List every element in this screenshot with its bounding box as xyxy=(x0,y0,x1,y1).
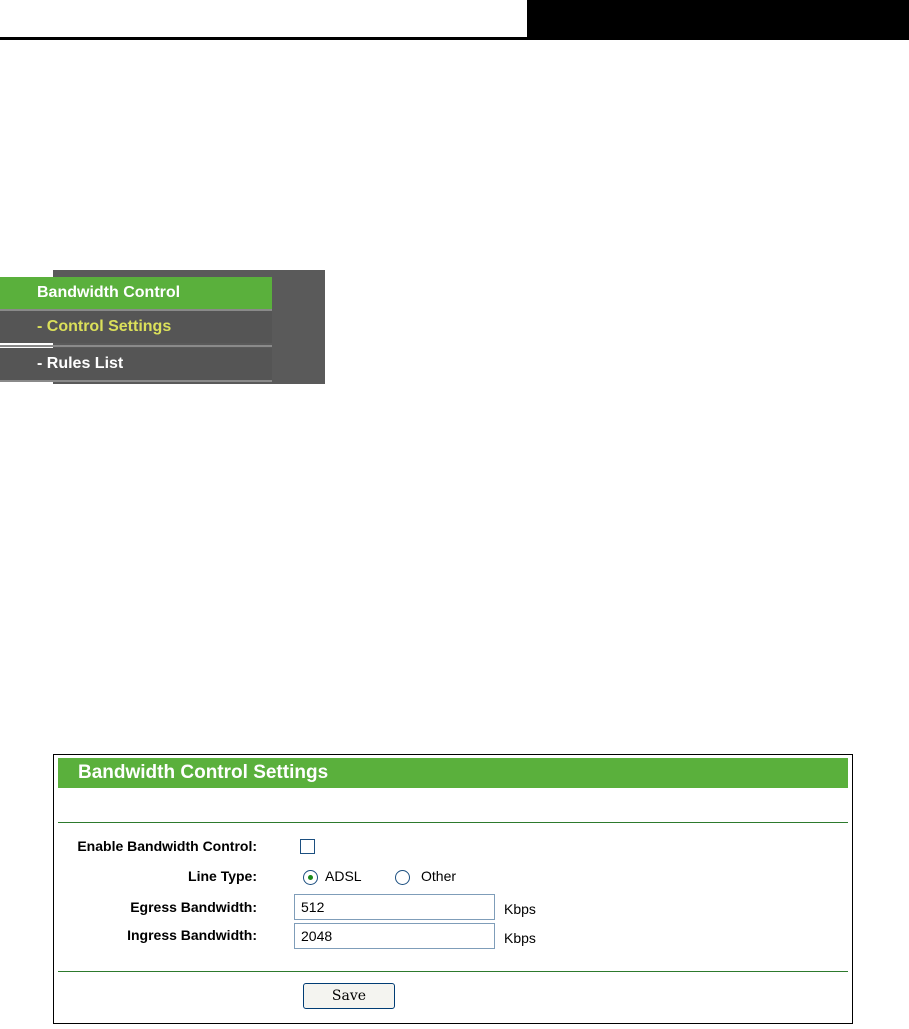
page-header-rule xyxy=(0,37,909,40)
menu-header-bandwidth-control[interactable]: Bandwidth Control xyxy=(0,277,272,309)
menu-divider xyxy=(0,345,272,347)
enable-bandwidth-control-label: Enable Bandwidth Control: xyxy=(77,838,257,854)
egress-bandwidth-input[interactable]: 512 xyxy=(294,894,495,920)
radio-selected-dot xyxy=(308,875,313,880)
menu-item-rules-list[interactable]: - Rules List xyxy=(0,348,272,380)
bandwidth-control-settings-panel xyxy=(53,754,853,1024)
line-type-other-radio[interactable] xyxy=(395,870,410,885)
egress-unit: Kbps xyxy=(504,901,536,917)
panel-title: Bandwidth Control Settings xyxy=(58,758,848,788)
ingress-unit: Kbps xyxy=(504,930,536,946)
menu-divider xyxy=(0,380,272,382)
ingress-bandwidth-label: Ingress Bandwidth: xyxy=(127,927,257,943)
ingress-bandwidth-input[interactable]: 2048 xyxy=(294,923,495,949)
egress-bandwidth-label: Egress Bandwidth: xyxy=(130,899,257,915)
save-button[interactable]: Save xyxy=(303,983,395,1009)
line-type-other-label[interactable]: Other xyxy=(421,868,457,884)
line-type-adsl-label[interactable]: ADSL xyxy=(325,868,362,884)
section-divider xyxy=(58,822,848,823)
enable-bandwidth-control-checkbox[interactable] xyxy=(300,839,315,854)
line-type-label: Line Type: xyxy=(188,868,257,884)
section-divider xyxy=(58,971,848,972)
menu-item-control-settings[interactable]: - Control Settings xyxy=(0,311,272,343)
line-type-adsl-radio[interactable] xyxy=(303,870,318,885)
page-header-block xyxy=(527,0,909,38)
